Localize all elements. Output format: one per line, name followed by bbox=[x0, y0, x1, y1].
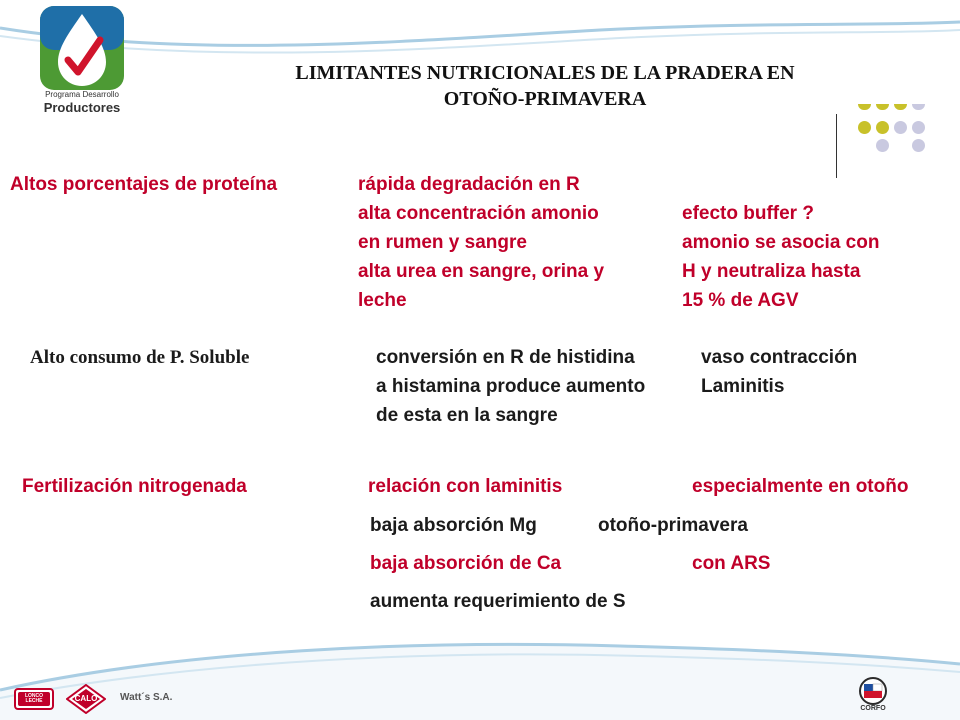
title-line-1: LIMITANTES NUTRICIONALES DE LA PRADERA EN bbox=[295, 62, 795, 84]
section1-note-line: amonio se asocia con bbox=[682, 232, 880, 253]
section3-row4-mid: aumenta requerimiento de S bbox=[370, 591, 626, 612]
section2-note-line: vaso contracción bbox=[701, 347, 858, 368]
section1-label: Altos porcentajes de proteína bbox=[10, 174, 278, 195]
watts-company-name: Watt´s S.A. bbox=[120, 692, 173, 703]
section2-notes bbox=[701, 343, 857, 401]
section1-effects bbox=[358, 170, 604, 315]
section1-note-line: H y neutraliza hasta bbox=[682, 261, 861, 282]
logo-text-line2: Productores bbox=[43, 100, 121, 115]
section1-effect-line: leche bbox=[358, 290, 407, 311]
section2-note-line: Laminitis bbox=[701, 376, 785, 397]
calo-logo bbox=[66, 684, 106, 714]
section3-row3-right: con ARS bbox=[692, 553, 771, 574]
section3-row3-mid: baja absorción de Ca bbox=[370, 553, 562, 574]
corfo-logo bbox=[856, 676, 890, 714]
section1-effect-line: alta urea en sangre, orina y bbox=[358, 261, 605, 282]
section1-effect-line: rápida degradación en R bbox=[358, 174, 580, 195]
section3-row1-mid: relación con laminitis bbox=[368, 476, 563, 497]
section2-effect-line: a histamina produce aumento bbox=[376, 376, 646, 397]
section1-effect-line: en rumen y sangre bbox=[358, 232, 527, 253]
section2-label: Alto consumo de P. Soluble bbox=[30, 347, 250, 368]
section1-note-line: efecto buffer ? bbox=[682, 203, 814, 224]
section3-row1-right: especialmente en otoño bbox=[692, 476, 909, 497]
section1-note-line: 15 % de AGV bbox=[682, 290, 799, 311]
decorative-divider bbox=[836, 114, 837, 178]
section3-row2-right: otoño-primavera bbox=[598, 515, 748, 536]
lonco-leche-text: LONCO LECHE bbox=[24, 693, 44, 704]
section1-notes bbox=[682, 199, 879, 315]
programa-desarrollo-productores-logo bbox=[38, 4, 126, 116]
page-title bbox=[190, 60, 900, 112]
section3-label: Fertilización nitrogenada bbox=[22, 476, 247, 497]
calo-text: CALO bbox=[74, 694, 98, 703]
logo-text-line1: Programa Desarrollo bbox=[45, 90, 119, 99]
title-line-2: OTOÑO-PRIMAVERA bbox=[443, 88, 647, 110]
section2-effect-line: conversión en R de histidina bbox=[376, 347, 635, 368]
lonco-leche-logo bbox=[14, 686, 54, 712]
section2-effect-line: de esta en la sangre bbox=[376, 405, 558, 426]
section3-row2-mid: baja absorción Mg bbox=[370, 515, 537, 536]
section2-effects bbox=[376, 343, 645, 430]
corfo-text: CORFO bbox=[860, 705, 886, 712]
section1-effect-line: alta concentración amonio bbox=[358, 203, 599, 224]
footer-wave-decoration bbox=[0, 620, 960, 720]
